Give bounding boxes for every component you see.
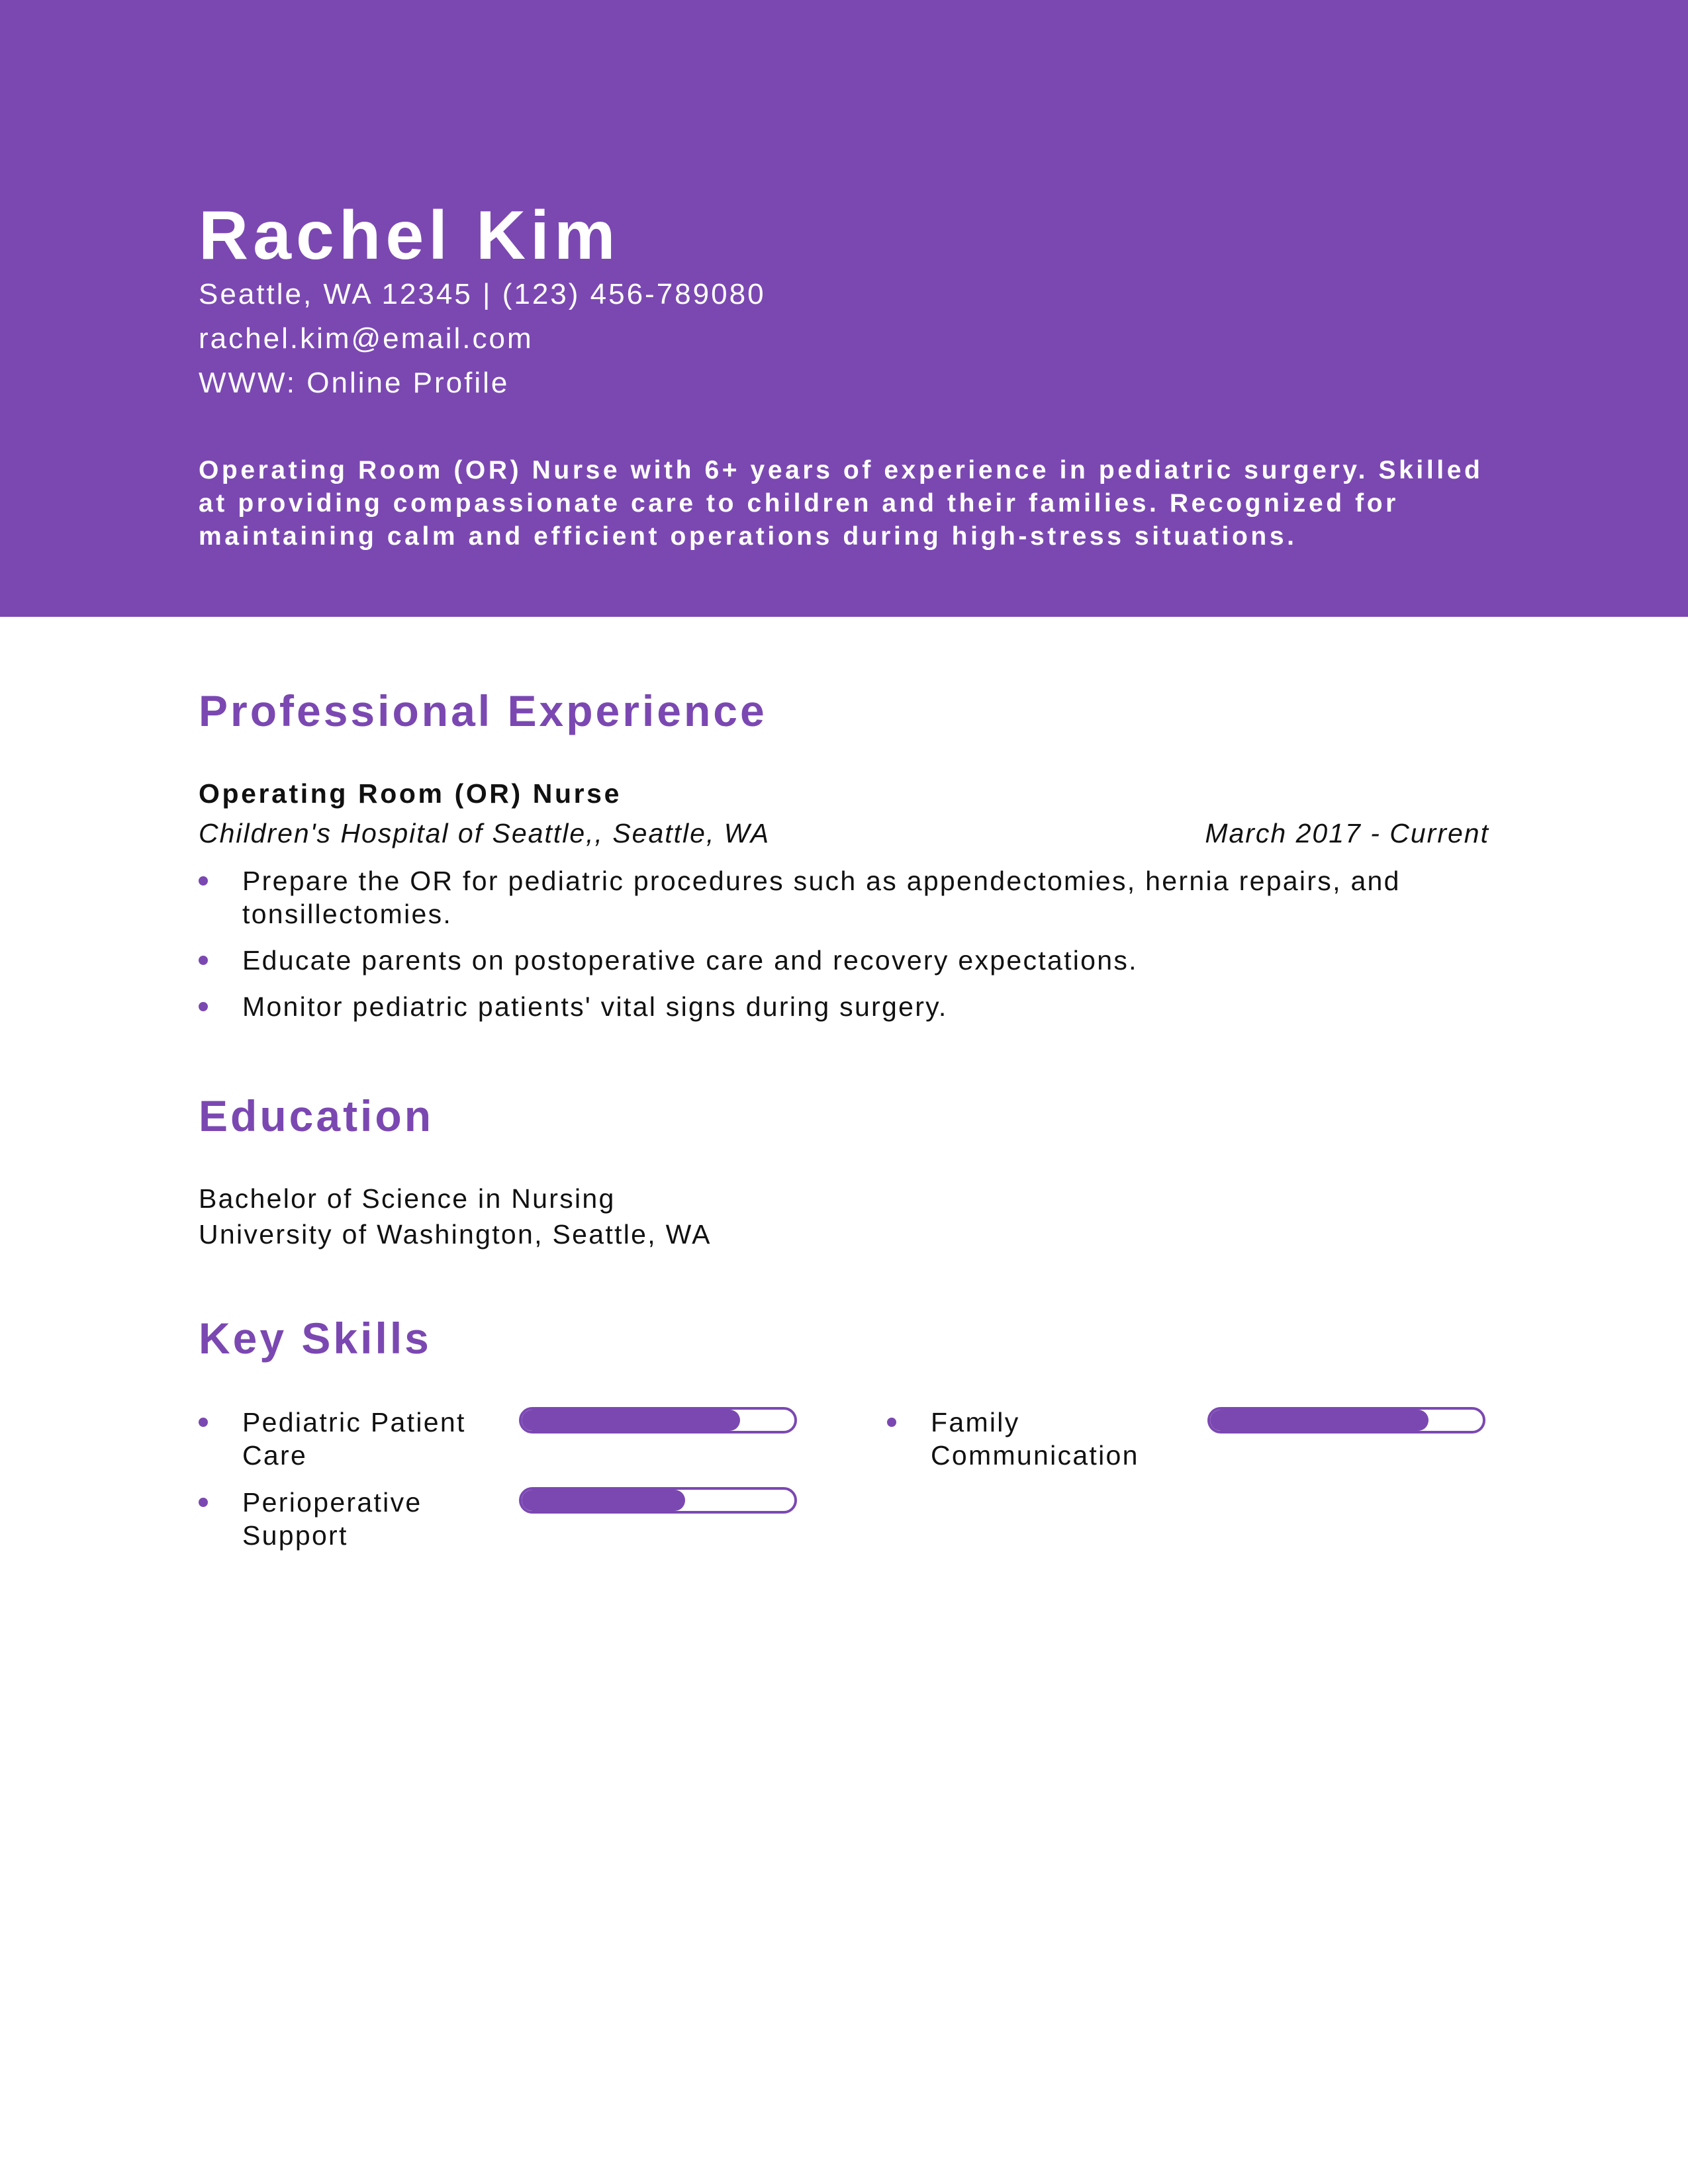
job-dates: March 2017 - Current: [1205, 818, 1489, 848]
skill-level-fill: [1210, 1410, 1429, 1431]
education-degree: Bachelor of Science in Nursing: [199, 1183, 616, 1214]
skill-name: Pediatric Patient Care: [242, 1407, 466, 1471]
bullet-dot-icon: [199, 1002, 208, 1011]
education-school: University of Washington, Seattle, WA: [199, 1219, 712, 1250]
location-phone: Seattle, WA 12345 | (123) 456-789080: [199, 278, 766, 310]
skill-name: Family Communication: [931, 1407, 1139, 1471]
job-bullet: [199, 864, 1489, 931]
job-title: Operating Room (OR) Nurse: [199, 778, 622, 809]
skills-heading: Key Skills: [199, 1314, 432, 1363]
website-link[interactable]: WWW: Online Profile: [199, 367, 510, 399]
job-bullet-text: Prepare the OR for pediatric procedures such as appendectomies, hernia repairs, and tonsillectomies.: [242, 866, 1401, 929]
job-bullet-text: Monitor pediatric patients' vital signs during surgery.: [242, 991, 948, 1022]
bullet-dot-icon: [887, 1418, 896, 1427]
skill-item: [199, 1406, 801, 1479]
skill-item: [199, 1486, 801, 1559]
professional-summary: Operating Room (OR) Nurse with 6+ years of experience in pediatric surgery. Skilled at providing compassionate care to children and their families. Recognized for maintaining calm and efficient operations during high-stress situations.: [199, 456, 1483, 551]
skill-level-fill: [522, 1490, 685, 1511]
experience-heading: Professional Experience: [199, 686, 767, 735]
skill-level-fill: [522, 1410, 740, 1431]
header-band: [0, 0, 1688, 617]
skill-level-bar: [519, 1407, 797, 1433]
bullet-dot-icon: [199, 1498, 208, 1507]
education-heading: Education: [199, 1091, 434, 1140]
job-bullet: [199, 944, 1489, 977]
candidate-name: Rachel Kim: [199, 197, 620, 274]
job-bullet: [199, 990, 1489, 1023]
job-company: Children's Hospital of Seattle,, Seattle, WA: [199, 818, 771, 848]
skill-level-bar: [1207, 1407, 1485, 1433]
job-bullet-text: Educate parents on postoperative care and recovery expectations.: [242, 945, 1138, 976]
skill-level-bar: [519, 1487, 797, 1514]
bullet-dot-icon: [199, 956, 208, 965]
skill-item: [887, 1406, 1489, 1479]
skill-name: Perioperative Support: [242, 1487, 422, 1551]
job-bullet-list: [199, 864, 1489, 1036]
bullet-dot-icon: [199, 1418, 208, 1427]
bullet-dot-icon: [199, 876, 208, 886]
email-link[interactable]: rachel.kim@email.com: [199, 322, 534, 355]
